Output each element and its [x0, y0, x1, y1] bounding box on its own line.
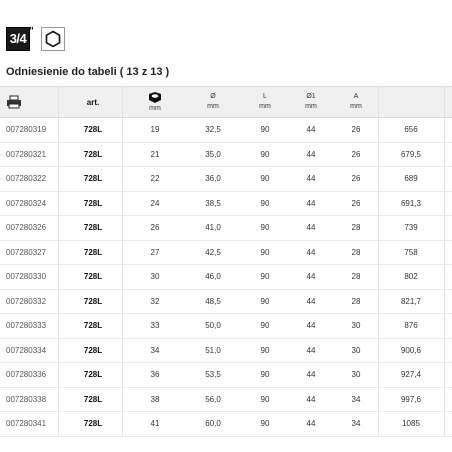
cell-length: 90 — [260, 247, 270, 257]
header-length — [240, 87, 290, 117]
table-row[interactable] — [0, 241, 452, 266]
header-size-unit: mm — [149, 104, 161, 112]
cell-art: 728L — [83, 247, 103, 257]
cell-diameter1: 44 — [306, 125, 316, 135]
cell-diameter: 46,0 — [205, 272, 221, 282]
header-a-label: A — [353, 93, 359, 100]
cell-weight: 689 — [404, 174, 418, 184]
header-a — [334, 87, 378, 117]
cell-art: 728L — [83, 321, 103, 331]
header-size — [126, 87, 184, 117]
table-row[interactable] — [0, 192, 452, 217]
cell-size: 30 — [150, 272, 160, 282]
cell-code: 007280322 — [6, 174, 47, 184]
cell-size: 38 — [150, 394, 160, 404]
header-diameter — [186, 87, 240, 117]
cell-code: 007280341 — [6, 419, 47, 429]
cell-diameter: 51,0 — [205, 345, 221, 355]
cell-code: 007280324 — [6, 198, 47, 208]
table-row[interactable] — [0, 216, 452, 241]
table-row[interactable] — [0, 363, 452, 388]
cell-a: 30 — [351, 321, 361, 331]
cell-code: 007280336 — [6, 370, 47, 380]
cell-size: 26 — [150, 223, 160, 233]
cell-code: 007280333 — [6, 321, 47, 331]
cell-art: 728L — [83, 419, 103, 429]
cell-diameter1: 44 — [306, 419, 316, 429]
cell-a: 28 — [351, 272, 361, 282]
hexagon-icon — [41, 27, 65, 51]
cell-length: 90 — [260, 419, 270, 429]
cell-diameter: 41,0 — [205, 223, 221, 233]
cell-weight: 739 — [404, 223, 418, 233]
table-row[interactable] — [0, 118, 452, 143]
drive-size-label: 3/4 — [9, 30, 27, 46]
cell-code: 007280334 — [6, 345, 47, 355]
cell-art: 728L — [83, 125, 103, 135]
cell-art: 728L — [83, 394, 103, 404]
cell-size: 41 — [150, 419, 160, 429]
cell-size: 21 — [150, 149, 160, 159]
table-row[interactable] — [0, 388, 452, 413]
table-row[interactable] — [0, 290, 452, 315]
header-catalog — [0, 87, 64, 117]
cell-weight: 691,3 — [400, 198, 422, 208]
cell-diameter1: 44 — [306, 296, 316, 306]
cell-diameter1: 44 — [306, 149, 316, 159]
nut-icon — [147, 91, 163, 104]
cell-diameter: 32,5 — [205, 125, 221, 135]
inch-mark: " — [29, 26, 34, 37]
cell-weight: 997,6 — [400, 394, 422, 404]
cell-size: 34 — [150, 345, 160, 355]
cell-a: 34 — [351, 419, 361, 429]
cell-weight: 758 — [404, 247, 418, 257]
cell-diameter1: 44 — [306, 174, 316, 184]
cell-code: 007280330 — [6, 272, 47, 282]
table-row[interactable] — [0, 167, 452, 192]
drive-size-badge — [6, 27, 30, 51]
cell-code: 007280321 — [6, 149, 47, 159]
cell-a: 34 — [351, 394, 361, 404]
cell-diameter1: 44 — [306, 198, 316, 208]
cell-length: 90 — [260, 174, 270, 184]
cell-size: 19 — [150, 125, 160, 135]
cell-length: 90 — [260, 370, 270, 380]
table-header-row — [0, 86, 452, 118]
cell-a: 28 — [351, 247, 361, 257]
cell-a: 26 — [351, 125, 361, 135]
cell-length: 90 — [260, 321, 270, 331]
cell-a: 30 — [351, 370, 361, 380]
cell-a: 26 — [351, 149, 361, 159]
header-diameter1-unit: mm — [305, 103, 317, 110]
cell-code: 007280319 — [6, 125, 47, 135]
cell-diameter: 35,0 — [205, 149, 221, 159]
cell-weight: 821,7 — [400, 296, 422, 306]
header-a-unit: mm — [350, 103, 362, 110]
header-diameter1-label: Ø1 — [306, 93, 316, 100]
cell-diameter1: 44 — [306, 272, 316, 282]
cell-weight: 1085 — [402, 419, 420, 429]
table-row[interactable] — [0, 314, 452, 339]
cell-art: 728L — [83, 345, 103, 355]
cell-diameter1: 44 — [306, 247, 316, 257]
cell-size: 24 — [150, 198, 160, 208]
cell-art: 728L — [83, 272, 103, 282]
cell-art: 728L — [83, 198, 103, 208]
cell-weight: 900,6 — [400, 345, 422, 355]
cell-diameter: 50,0 — [205, 321, 221, 331]
cell-length: 90 — [260, 296, 270, 306]
cell-weight: 679,5 — [400, 149, 422, 159]
cell-length: 90 — [260, 223, 270, 233]
cell-a: 30 — [351, 345, 361, 355]
table-row[interactable] — [0, 143, 452, 168]
cell-size: 27 — [150, 247, 160, 257]
cell-diameter1: 44 — [306, 321, 316, 331]
cell-art: 728L — [83, 370, 103, 380]
header-weight — [380, 87, 442, 117]
header-diameter1 — [288, 87, 334, 117]
printer-icon — [6, 95, 22, 109]
table-row[interactable] — [0, 265, 452, 290]
cell-length: 90 — [260, 125, 270, 135]
cell-length: 90 — [260, 272, 270, 282]
cell-diameter: 36,0 — [205, 174, 221, 184]
cell-diameter: 56,0 — [205, 394, 221, 404]
cell-size: 22 — [150, 174, 160, 184]
cell-a: 28 — [351, 296, 361, 306]
header-diameter-unit: mm — [207, 103, 219, 110]
cell-length: 90 — [260, 345, 270, 355]
cell-art: 728L — [83, 149, 103, 159]
table-title: Odniesienie do tabeli ( 13 z 13 ) — [6, 66, 170, 78]
header-diameter-label: Ø — [210, 93, 216, 100]
cell-size: 36 — [150, 370, 160, 380]
cell-diameter1: 44 — [306, 394, 316, 404]
table-row[interactable] — [0, 412, 452, 437]
cell-a: 28 — [351, 223, 361, 233]
header-length-unit: mm — [259, 103, 271, 110]
header-art: art. — [86, 97, 100, 107]
top-bar — [0, 0, 452, 56]
cell-weight: 802 — [404, 272, 418, 282]
cell-diameter1: 44 — [306, 345, 316, 355]
cell-length: 90 — [260, 394, 270, 404]
cell-weight: 876 — [404, 321, 418, 331]
cell-length: 90 — [260, 149, 270, 159]
cell-code: 007280338 — [6, 394, 47, 404]
cell-size: 33 — [150, 321, 160, 331]
cell-diameter: 53,5 — [205, 370, 221, 380]
header-length-label: L — [263, 93, 267, 100]
cell-a: 26 — [351, 198, 361, 208]
cell-code: 007280332 — [6, 296, 47, 306]
cell-diameter: 60,0 — [205, 419, 221, 429]
cell-weight: 927,4 — [400, 370, 422, 380]
cell-code: 007280327 — [6, 247, 47, 257]
cell-size: 32 — [150, 296, 160, 306]
cell-diameter: 48,5 — [205, 296, 221, 306]
cell-diameter: 38,5 — [205, 198, 221, 208]
cell-art: 728L — [83, 174, 103, 184]
cell-art: 728L — [83, 223, 103, 233]
cell-length: 90 — [260, 198, 270, 208]
cell-diameter1: 44 — [306, 370, 316, 380]
cell-a: 26 — [351, 174, 361, 184]
table-row[interactable] — [0, 339, 452, 364]
reference-table — [0, 86, 452, 437]
cell-diameter1: 44 — [306, 223, 316, 233]
cell-code: 007280326 — [6, 223, 47, 233]
cell-weight: 656 — [404, 125, 418, 135]
cell-diameter: 42,5 — [205, 247, 221, 257]
cell-art: 728L — [83, 296, 103, 306]
